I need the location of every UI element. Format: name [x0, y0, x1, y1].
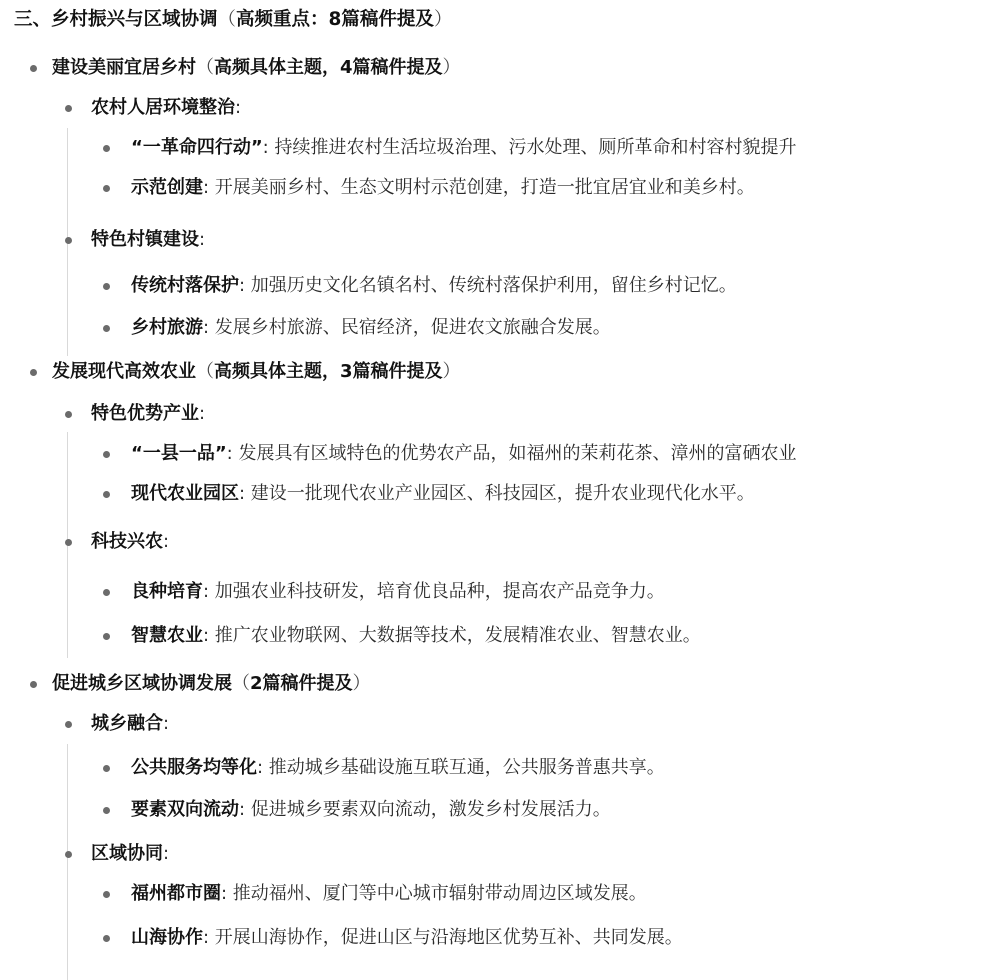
list-item-level1	[52, 48, 461, 88]
item-label: 公共服务均等化	[131, 757, 257, 778]
bullet-icon	[103, 633, 110, 640]
item-label: 现代农业园区	[131, 483, 239, 504]
item-text: : 推广农业物联网、大数据等技术，发展精准农业、智慧农业。	[203, 625, 701, 646]
bullet-icon	[103, 451, 110, 458]
list-item-level3	[131, 918, 683, 958]
bullet-icon	[103, 935, 110, 942]
item-label: “一革命四行动”	[131, 137, 263, 158]
bullet-icon	[103, 765, 110, 772]
bullet-icon	[103, 325, 110, 332]
bullet-icon	[103, 145, 110, 152]
item-text: : 推动城乡基础设施互联互通，公共服务普惠共享。	[257, 757, 665, 778]
sub-title: 城乡融合	[91, 713, 163, 734]
item-text: : 持续推进农村生活垃圾治理、污水处理、厕所革命和村容村貌提升	[262, 137, 797, 158]
item-text: : 发展具有区域特色的优势农产品，如福州的茉莉花茶、漳州的富硒农业	[226, 443, 797, 464]
sub-title: 农村人居环境整治	[91, 97, 235, 118]
group-title: 建设美丽宜居乡村	[52, 57, 196, 78]
item-text: : 加强农业科技研发，培育优良品种，提高农产品竞争力。	[203, 581, 665, 602]
group-note: 2篇稿件提及	[250, 673, 353, 694]
item-text: : 建设一批现代农业产业园区、科技园区，提升农业现代化水平。	[239, 483, 755, 504]
list-item-level3	[131, 874, 647, 914]
list-item-level2	[91, 220, 205, 260]
list-item-level3	[131, 266, 737, 306]
list-item-level1	[52, 664, 371, 704]
sub-title: 特色村镇建设	[91, 229, 199, 250]
indent-guide	[67, 744, 68, 980]
paren-close: ）	[433, 9, 453, 30]
item-label: “一县一品”	[131, 443, 227, 464]
paren-close: ）	[442, 361, 461, 382]
item-label: 福州都市圈	[131, 883, 221, 904]
group-note: 高频具体主题，3篇稿件提及	[214, 361, 443, 382]
list-item-level1	[52, 352, 461, 392]
item-label: 智慧农业	[131, 625, 203, 646]
item-text: : 发展乡村旅游、民宿经济，促进农文旅融合发展。	[203, 317, 611, 338]
item-label: 良种培育	[131, 581, 203, 602]
item-text: : 促进城乡要素双向流动，激发乡村发展活力。	[239, 799, 611, 820]
bullet-icon	[103, 283, 110, 290]
bullet-icon	[30, 681, 37, 688]
bullet-icon	[103, 589, 110, 596]
bullet-icon	[30, 65, 37, 72]
list-item-level3	[131, 128, 796, 168]
bullet-icon	[30, 369, 37, 376]
bullet-icon	[65, 851, 72, 858]
list-item-level2	[91, 834, 169, 874]
bullet-icon	[103, 807, 110, 814]
bullet-icon	[103, 185, 110, 192]
group-title: 促进城乡区域协调发展	[52, 673, 232, 694]
sub-colon: :	[199, 403, 206, 424]
paren-open: （	[217, 9, 237, 30]
bullet-icon	[103, 491, 110, 498]
list-item-level2	[91, 522, 169, 562]
list-item-level3	[131, 616, 701, 656]
list-item-level2	[91, 394, 205, 434]
sub-title: 科技兴农	[91, 531, 163, 552]
sub-title: 区域协同	[91, 843, 163, 864]
list-item-level2	[91, 704, 169, 744]
item-text: : 开展山海协作，促进山区与沿海地区优势互补、共同发展。	[203, 927, 683, 948]
sub-colon: :	[163, 531, 170, 552]
item-text: : 加强历史文化名镇名村、传统村落保护利用，留住乡村记忆。	[239, 275, 737, 296]
list-item-level3	[131, 434, 796, 474]
section-heading	[14, 0, 452, 40]
sub-colon: :	[163, 713, 170, 734]
list-item-level3	[131, 308, 611, 348]
list-item-level3	[131, 748, 665, 788]
section-note: 高频重点：8篇稿件提及	[236, 9, 434, 30]
item-label: 乡村旅游	[131, 317, 203, 338]
paren-open: （	[232, 673, 250, 694]
bullet-icon	[65, 105, 72, 112]
list-item-level3	[131, 474, 755, 514]
item-text: : 推动福州、厦门等中心城市辐射带动周边区域发展。	[221, 883, 647, 904]
bullet-icon	[65, 411, 72, 418]
sub-colon: :	[199, 229, 206, 250]
section-title: 乡村振兴与区域协调	[51, 9, 218, 30]
sub-colon: :	[163, 843, 170, 864]
bullet-icon	[103, 891, 110, 898]
item-label: 示范创建	[131, 177, 203, 198]
bullet-icon	[65, 539, 72, 546]
bullet-icon	[65, 721, 72, 728]
paren-open: （	[196, 361, 214, 382]
group-note: 高频具体主题，4篇稿件提及	[214, 57, 443, 78]
item-label: 要素双向流动	[131, 799, 239, 820]
list-item-level3	[131, 790, 611, 830]
item-text: : 开展美丽乡村、生态文明村示范创建，打造一批宜居宜业和美乡村。	[203, 177, 755, 198]
group-title: 发展现代高效农业	[52, 361, 196, 382]
paren-close: ）	[352, 673, 371, 694]
list-item-level3	[131, 572, 665, 612]
list-item-level2	[91, 88, 241, 128]
list-item-level3	[131, 168, 755, 208]
item-label: 传统村落保护	[131, 275, 239, 296]
bullet-icon	[65, 237, 72, 244]
section-number: 三、	[14, 9, 52, 30]
item-label: 山海协作	[131, 927, 203, 948]
paren-close: ）	[442, 57, 461, 78]
paren-open: （	[196, 57, 214, 78]
sub-colon: :	[235, 97, 242, 118]
sub-title: 特色优势产业	[91, 403, 199, 424]
